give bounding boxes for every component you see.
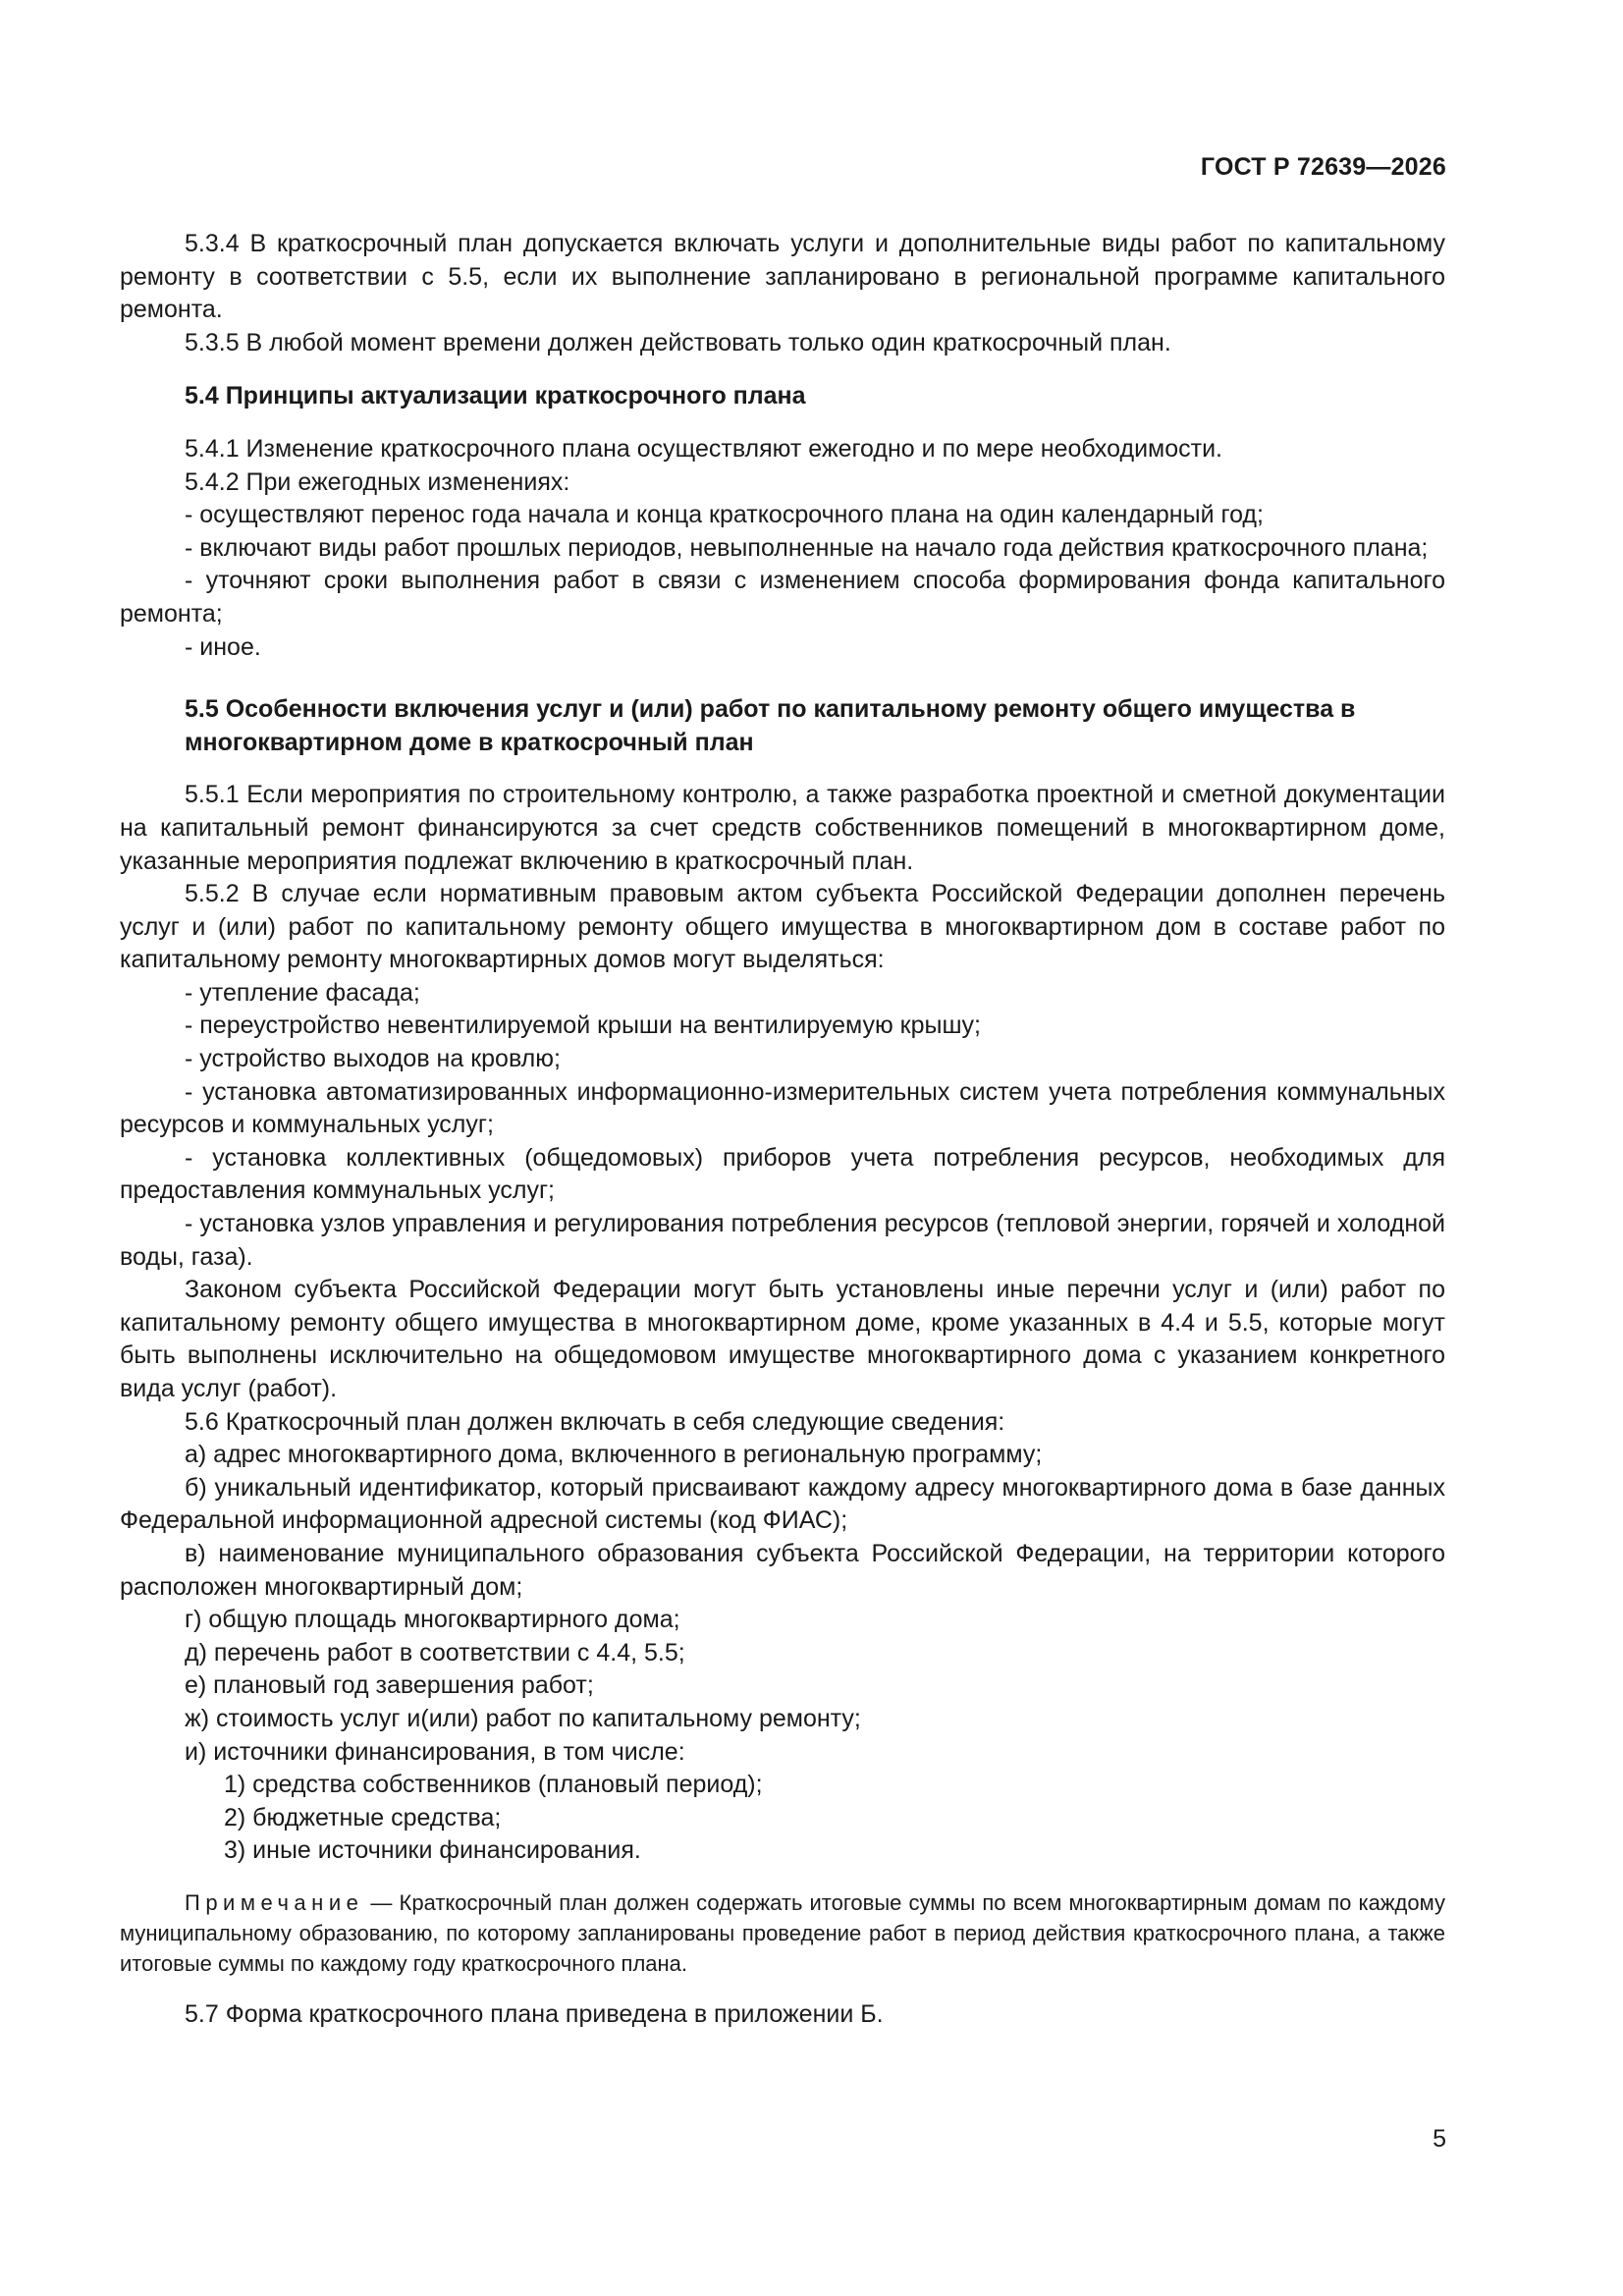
list-subitem: 2) бюджетные средства; — [224, 1803, 502, 1831]
list-item: - установка автоматизированных информационно-измерительных систем учета потребления коммунальных ресурсов и коммунальных услуг; — [120, 1077, 1445, 1139]
list-item: г) общую площадь многоквартирного дома; — [185, 1606, 680, 1634]
list-item: и) источники финансирования, в том числе: — [185, 1737, 685, 1766]
list-item: е) плановый год завершения работ; — [185, 1671, 594, 1700]
list-item: ж) стоимость услуг и(или) работ по капитальному ремонту; — [185, 1704, 861, 1732]
list-item: - уточняют сроки выполнения работ в связи с изменением способа формирования фонда капитального ремонта; — [120, 567, 1445, 628]
paragraph-5-4-1: 5.4.1 Изменение краткосрочного плана осуществляют ежегодно и по мере необходимости. — [185, 434, 1222, 463]
document-body — [120, 228, 1445, 2032]
list-item: - установка узлов управления и регулирования потребления ресурсов (тепловой энергии, горячей и холодной воды, газа). — [120, 1210, 1445, 1271]
section-heading-5-4: 5.4 Принципы актуализации краткосрочного плана — [185, 382, 806, 410]
list-item: - иное. — [185, 632, 261, 661]
list-item: б) уникальный идентификатор, который присваивают каждому адресу многоквартирного дома в базе данных Федеральной информационной адресной системы (код ФИАС); — [120, 1473, 1445, 1535]
paragraph-5-5-1: 5.5.1 Если мероприятия по строительному контролю, а также разработка проектной и сметной документации на капитальный ремонт финансируются за счет средств собственников помещений в многоквартирном доме, указанные мероприятия подлежат включению в краткосрочный план. — [120, 781, 1445, 875]
list-item: - установка коллективных (общедомовых) приборов учета потребления ресурсов, необходимых для предоставления коммунальных услуг; — [120, 1143, 1445, 1205]
paragraph-5-7: 5.7 Форма краткосрочного плана приведена в приложении Б. — [185, 1999, 884, 2028]
paragraph-5-3-4: 5.3.4 В краткосрочный план допускается включать услуги и дополнительные виды работ по капитальному ремонту в соответствии с 5.5, если их выполнение запланировано в региональной программе капитального ремонта. — [120, 230, 1445, 324]
list-item: - устройство выходов на кровлю; — [185, 1045, 561, 1073]
list-subitem: 1) средства собственников (плановый период); — [224, 1771, 763, 1799]
list-item: в) наименование муниципального образования субъекта Российской Федерации, на территории которого расположен многоквартирный дом; — [120, 1539, 1445, 1601]
paragraph-law: Законом субъекта Российской Федерации могут быть установлены иные перечни услуг и (или) работ по капитальному ремонту общего имущества в многоквартирном доме, кроме указанных в 4.4 и 5.5, которые могут быть выполнены исключительно на общедомовом имуществе многоквартирного дома с указанием конкретного вида услуг (работ). — [120, 1276, 1445, 1402]
section-heading-5-5: 5.5 Особенности включения услуг и (или) работ по капитальному ремонту общего имущества в многоквартирном доме в краткосрочный план — [185, 695, 1356, 756]
note-label: Примечание — [185, 1889, 364, 1915]
list-item: - осуществляют перенос года начала и конца краткосрочного плана на один календарный год; — [185, 501, 1264, 529]
paragraph-5-3-5: 5.3.5 В любой момент времени должен действовать только один краткосрочный план. — [185, 328, 1171, 356]
list-item: а) адрес многоквартирного дома, включенного в региональную программу; — [185, 1441, 1043, 1469]
page-number: 5 — [1433, 2125, 1446, 2153]
list-item: - утепление фасада; — [185, 978, 420, 1007]
list-item: - включают виды работ прошлых периодов, невыполненные на начало года действия краткосрочного плана; — [185, 533, 1429, 562]
list-subitem: 3) иные источники финансирования. — [224, 1836, 641, 1865]
note-block — [120, 1887, 1445, 1979]
paragraph-5-5-2: 5.5.2 В случае если нормативным правовым актом субъекта Российской Федерации дополнен перечень услуг и (или) работ по капитальному ремонту общего имущества в многоквартирном дом в составе работ по капитальному ремонту многоквартирных домов могут выделяться: — [120, 880, 1445, 974]
paragraph-5-4-2: 5.4.2 При ежегодных изменениях: — [185, 467, 570, 496]
paragraph-5-6: 5.6 Краткосрочный план должен включать в себя следующие сведения: — [185, 1407, 1005, 1436]
document-code: ГОСТ Р 72639—2026 — [1200, 153, 1446, 181]
note-text: — Краткосрочный план должен содержать итоговые суммы по всем многоквартирным домам по каждому муниципальному образованию, по которому запланированы проведение работ в период действия краткосрочного плана, а также итоговые суммы по каждому году краткосрочного плана. — [120, 1889, 1445, 1976]
list-item: д) перечень работ в соответствии с 4.4, 5.5; — [185, 1638, 685, 1667]
list-item: - переустройство невентилируемой крыши на вентилируемую крышу; — [185, 1011, 981, 1040]
